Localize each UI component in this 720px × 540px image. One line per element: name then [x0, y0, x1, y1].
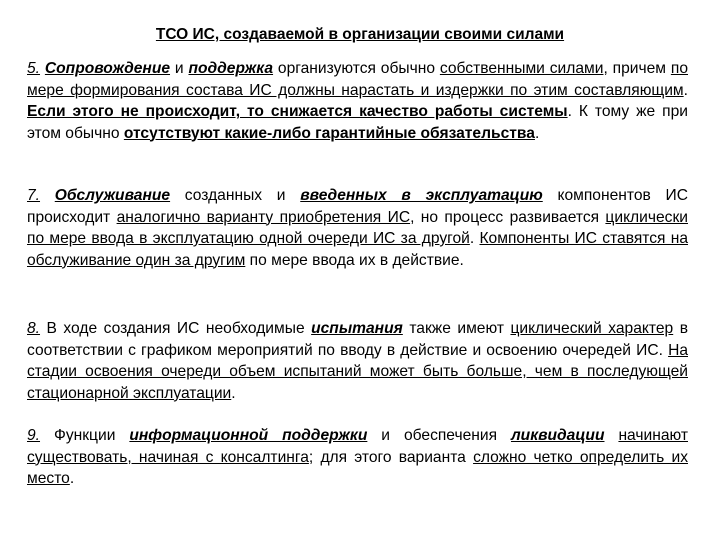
text-segment: созданных и [170, 187, 301, 204]
text-segment: . [683, 81, 688, 99]
paragraph-maintenance [27, 185, 688, 271]
term-likvidatsii: ликвидации [510, 427, 605, 444]
text-segment: . [534, 124, 540, 142]
term-obsluzhivanie: Обслуживание [54, 187, 171, 204]
bold-underlined-text: Если этого не происходит, то снижается качество работы системы [27, 103, 568, 120]
underlined-text: аналогично варианту приобретения ИС [116, 208, 411, 226]
underlined-text: сложно четко определить их место [27, 448, 688, 487]
term-soprovozhdenie: Сопровождение [44, 60, 171, 77]
text-segment: . [469, 230, 480, 247]
underlined-text: циклический характер [510, 320, 674, 337]
item-number: 9. [27, 427, 41, 444]
text-segment: . К тому же при этом обычно [27, 103, 688, 142]
underlined-text: начинают существовать, начиная с консалтинга [27, 427, 688, 466]
slide-title: ТСО ИС, создаваемой в организации своими силами [155, 26, 565, 43]
underlined-text: На стадии освоения очереди объем испытаний может быть больше, чем в последующей стационарной эксплуатации [27, 341, 688, 402]
text-segment: организуются обычно [273, 60, 440, 77]
text-segment: по мере ввода их в действие. [245, 251, 464, 269]
underlined-text: циклически по мере ввода в эксплуатацию одной очереди ИС за другой [27, 208, 688, 247]
text-segment: . [69, 470, 75, 487]
paragraph-info-support [27, 425, 688, 490]
text-segment: , причем [603, 60, 671, 77]
paragraph-testing [27, 318, 688, 404]
text-segment: Функции [40, 427, 130, 444]
paragraph-support [27, 58, 688, 144]
text-segment: в соответствии с графиком мероприятий по вводу в действие и освоению очередей ИС. [27, 320, 688, 359]
term-vvedennyh: введенных в эксплуатацию [300, 187, 543, 204]
text-segment: , но процесс развивается [410, 208, 606, 226]
item-number: 7. [27, 187, 41, 204]
text-segment: также имеют [402, 320, 511, 337]
text-segment: и [170, 60, 189, 77]
text-segment [604, 427, 618, 444]
text-segment: ; для этого варианта [308, 448, 474, 466]
term-informatsionnoy-podderzhki: информационной поддержки [129, 427, 368, 444]
underlined-text: собственными силами [439, 60, 604, 77]
text-segment: В ходе создания ИС необходимые [40, 320, 312, 337]
underlined-text: по мере формирования состава ИС должны нарастать и издержки по этим составляющим [27, 60, 688, 99]
text-segment: компонентов ИС происходит [27, 187, 688, 226]
text-segment: . [231, 384, 236, 402]
text-segment: и обеспечения [367, 427, 511, 444]
item-number: 8. [27, 320, 41, 337]
bold-underlined-text: отсутствуют какие-либо гарантийные обязательства [123, 124, 535, 142]
term-podderzhka: поддержка [188, 60, 274, 77]
text-segment [40, 187, 55, 204]
item-number: 5. [27, 60, 41, 77]
underlined-text: Компоненты ИС ставятся на обслуживание один за другим [27, 230, 689, 269]
term-ispytaniya: испытания [311, 320, 403, 337]
